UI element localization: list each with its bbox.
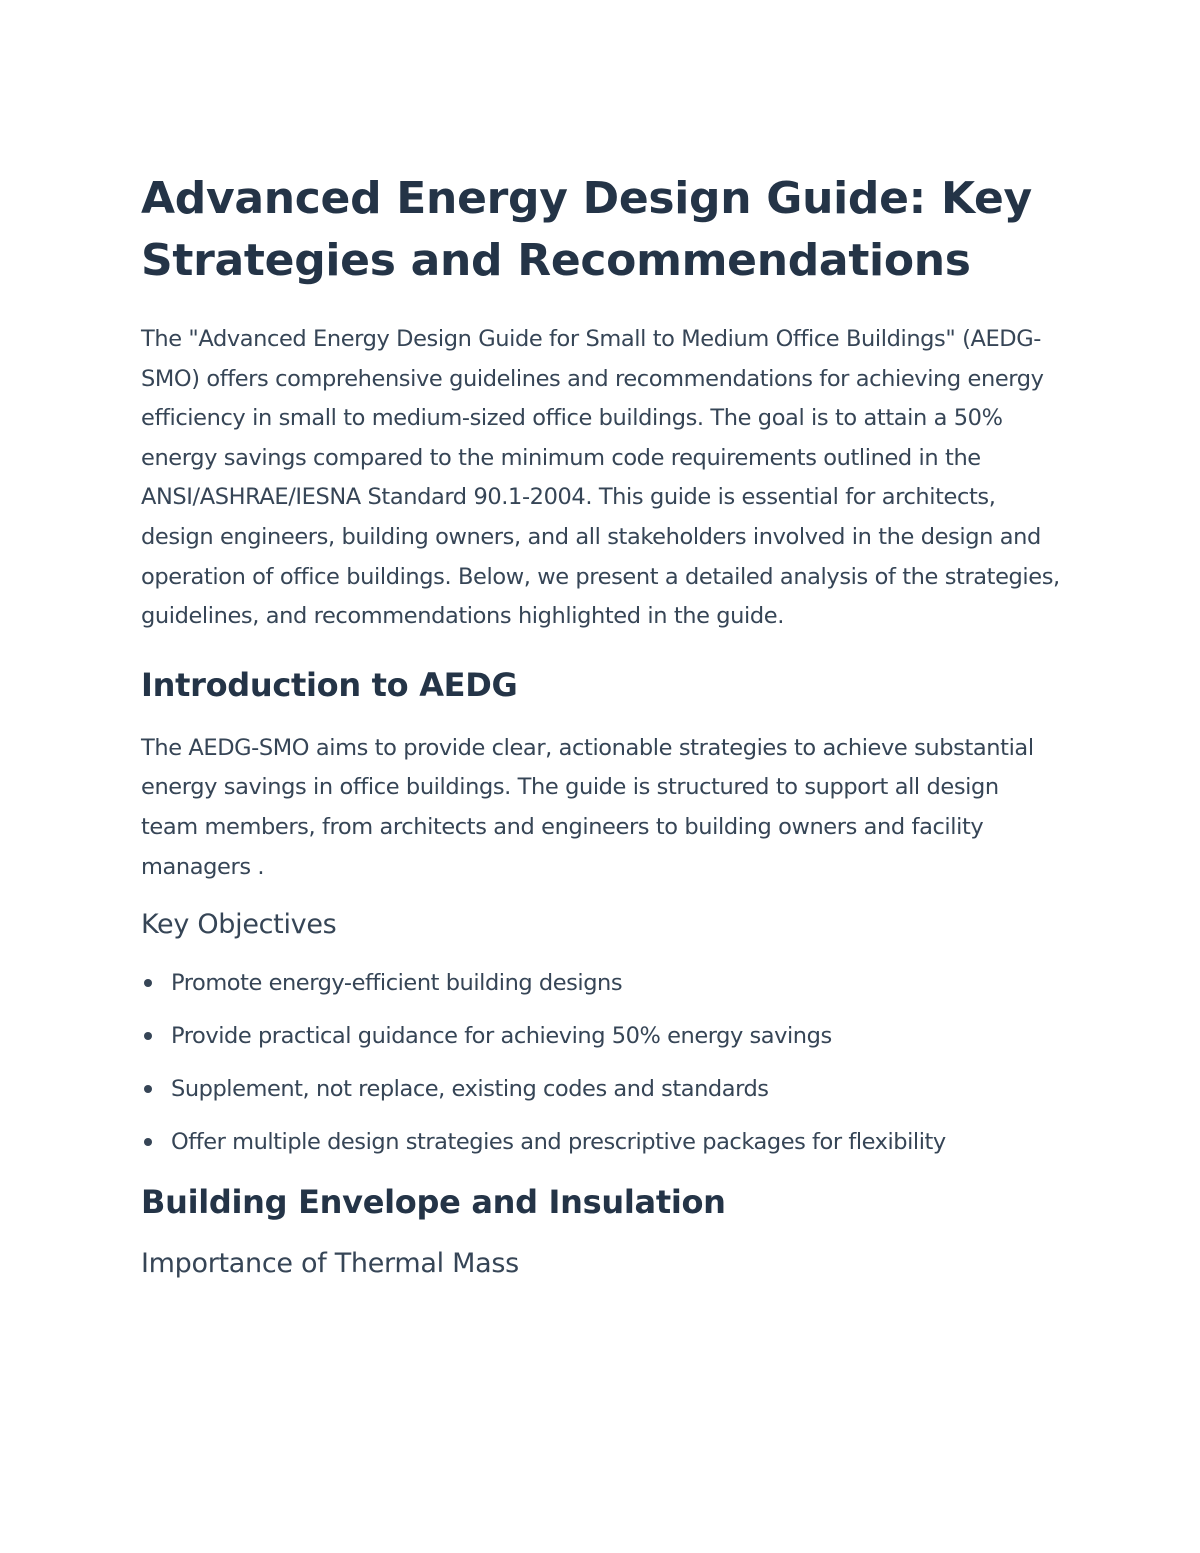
bullet-icon (144, 1138, 152, 1146)
section-heading-envelope: Building Envelope and Insulation (141, 1183, 726, 1222)
list-item-text: Provide practical guidance for achieving 50% energy savings (171, 1023, 832, 1050)
list-item-text: Offer multiple design strategies and prescriptive packages for flexibility (171, 1129, 946, 1156)
bullet-icon (144, 1032, 152, 1040)
list-item-text: Supplement, not replace, existing codes and standards (171, 1076, 769, 1103)
section-heading-introduction: Introduction to AEDG (141, 665, 518, 704)
bullet-icon (144, 979, 152, 987)
list-item (141, 963, 1061, 1003)
intro-paragraph: The "Advanced Energy Design Guide for Small to Medium Office Buildings" (AEDG-SMO) offers comprehensive guidelines and recommendations for achieving energy efficiency in small to medium-sized office buildings. The goal is to attain a 50% energy savings compared to the minimum code requirements outlined in the ANSI/ASHRAE/IESNA Standard 90.1-2004. This guide is essential for architects, design engineers, building owners, and all stakeholders involved in the design and operation of office buildings. Below, we present a detailed analysis of the strategies, guidelines, and recommendations highlighted in the guide. (141, 326, 1060, 630)
subheading-thermal-mass: Importance of Thermal Mass (141, 1248, 519, 1280)
objectives-list (141, 963, 1061, 1162)
document-page (141, 168, 1061, 1284)
list-item (141, 1069, 1061, 1109)
list-item-text: Promote energy-efficient building designs (171, 970, 623, 997)
document-title: Advanced Energy Design Guide: Key Strategies and Recommendations (141, 173, 1032, 286)
subheading-key-objectives: Key Objectives (141, 909, 337, 941)
introduction-paragraph: The AEDG-SMO aims to provide clear, actionable strategies to achieve substantial energy savings in office buildings. The guide is structured to support all design team members, from architects and engineers to building owners and facility managers . (141, 734, 1034, 880)
bullet-icon (144, 1085, 152, 1093)
list-item (141, 1016, 1061, 1056)
list-item (141, 1122, 1061, 1162)
